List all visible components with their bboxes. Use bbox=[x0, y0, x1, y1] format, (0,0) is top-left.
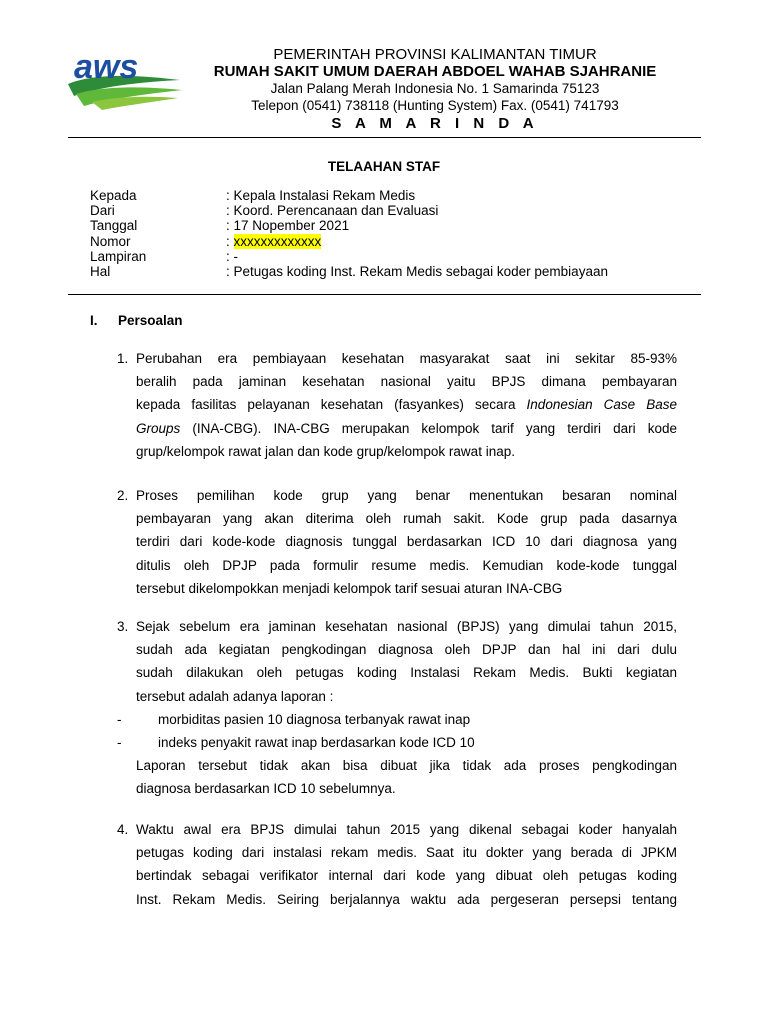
field-value: : 17 Nopember 2021 bbox=[226, 218, 350, 234]
letterhead-city: S A M A R I N D A bbox=[331, 115, 539, 132]
list-item-2 bbox=[117, 484, 677, 600]
text-line: bertindak sebagai verifikator internal dari kode yang dibuat oleh petugas koding bbox=[136, 868, 677, 884]
highlighted-number: xxxxxxxxxxxxx bbox=[233, 233, 322, 249]
field-value bbox=[226, 234, 321, 249]
item-number: 2. bbox=[117, 488, 129, 503]
hospital-logo bbox=[62, 44, 186, 110]
svg-text:aws: aws bbox=[74, 48, 139, 86]
field-label: Hal bbox=[90, 264, 111, 280]
field-kepada bbox=[90, 188, 608, 203]
italic-term: Groups bbox=[136, 420, 181, 436]
bullet-mark: - bbox=[117, 711, 122, 727]
text-run: kepada fasilitas pelayanan kesehatan (fasyankes) secara bbox=[136, 397, 527, 413]
letterhead-divider bbox=[68, 137, 701, 138]
bullet-item bbox=[117, 708, 677, 731]
field-value-prefix: : bbox=[226, 233, 234, 249]
item-text bbox=[136, 818, 677, 911]
letterhead bbox=[190, 46, 680, 132]
bullet-text: morbiditas pasien 10 diagnosa terbanyak rawat inap bbox=[158, 711, 471, 727]
field-label: Nomor bbox=[90, 233, 131, 249]
text-line: pembayaran yang akan diterima oleh rumah sakit. Kode grup pada dasarnya bbox=[136, 511, 677, 527]
text-run: (INA-CBG). INA-CBG merupakan kelompok tarif yang terdiri dari kode bbox=[180, 420, 677, 436]
bullet-text: indeks penyakit rawat inap berdasarkan kode ICD 10 bbox=[158, 735, 475, 751]
text-line: ditulis oleh DPJP pada formulir resume medis. Kemudian kode-kode tunggal bbox=[136, 557, 677, 573]
letterhead-address: Jalan Palang Merah Indonesia No. 1 Samarinda 75123 bbox=[270, 81, 600, 96]
letterhead-phone: Telepon (0541) 738118 (Hunting System) Fax. (0541) 741793 bbox=[251, 98, 619, 113]
document-title: TELAAHAN STAF bbox=[327, 159, 441, 174]
text-line: beralih pada jaminan kesehatan nasional yaitu BPJS dimana pembayaran bbox=[136, 374, 677, 390]
text-line: Waktu awal era BPJS dimulai tahun 2015 yang dikenal sebagai koder hanyalah bbox=[136, 822, 677, 837]
memo-header-fields bbox=[90, 188, 608, 279]
text-line: Sejak sebelum era jaminan kesehatan nasional (BPJS) yang dimulai tahun 2015, bbox=[136, 619, 677, 634]
item-text bbox=[117, 615, 677, 801]
field-lampiran bbox=[90, 249, 608, 264]
section-title: Persoalan bbox=[118, 313, 183, 328]
bullet-item bbox=[117, 731, 677, 754]
field-value: : Kepala Instalasi Rekam Medis bbox=[226, 188, 416, 203]
field-label: Tanggal bbox=[90, 218, 138, 234]
header-divider bbox=[68, 294, 701, 295]
field-label: Dari bbox=[90, 203, 115, 219]
field-value: : - bbox=[226, 248, 238, 264]
list-item-3 bbox=[117, 615, 677, 801]
text-line: Proses pemilihan kode grup yang benar menentukan besaran nominal bbox=[136, 488, 677, 503]
item-text bbox=[136, 484, 677, 600]
text-line: Perubahan era pembiayaan kesehatan masyarakat saat ini sekitar 85-93% bbox=[136, 351, 677, 366]
item-number: 1. bbox=[117, 351, 129, 366]
text-line: sudah dilakukan oleh petugas koding Instalasi Rekam Medis. Bukti kegiatan bbox=[136, 665, 677, 681]
field-value: : Petugas koding Inst. Rekam Medis sebagai koder pembiayaan bbox=[226, 264, 608, 280]
list-item-1 bbox=[117, 347, 677, 463]
text-line: Inst. Rekam Medis. Seiring berjalannya waktu ada pergeseran persepsi tentang bbox=[136, 891, 677, 907]
field-nomor bbox=[90, 234, 608, 249]
text-line bbox=[136, 417, 677, 440]
item-number: 4. bbox=[117, 822, 129, 837]
field-label: Lampiran bbox=[90, 248, 147, 264]
section-number: I. bbox=[90, 313, 98, 328]
letterhead-hospital-name: RUMAH SAKIT UMUM DAERAH ABDOEL WAHAB SJAHRANIE bbox=[213, 63, 657, 80]
item-number: 3. bbox=[117, 619, 129, 634]
text-line: petugas koding dari instalasi rekam medis. Saat itu dokter yang berada di JPKM bbox=[136, 845, 677, 861]
field-hal bbox=[90, 264, 608, 279]
text-line: terdiri dari kode-kode diagnosis tunggal berdasarkan ICD 10 dari diagnosa yang bbox=[136, 534, 677, 550]
section-heading bbox=[90, 313, 183, 328]
field-value: : Koord. Perencanaan dan Evaluasi bbox=[226, 203, 439, 219]
text-line: sudah ada kegiatan pengkodingan diagnosa oleh DPJP dan hal ini dari dulu bbox=[136, 642, 677, 658]
text-line: grup/kelompok rawat jalan dan kode grup/kelompok rawat inap. bbox=[136, 443, 515, 459]
text-line: Laporan tersebut tidak akan bisa dibuat jika tidak ada proses pengkodingan bbox=[136, 758, 677, 774]
text-line: tersebut adalah adanya laporan : bbox=[136, 688, 334, 704]
italic-term: Indonesian Case Base bbox=[526, 397, 677, 413]
field-dari bbox=[90, 203, 608, 218]
list-item-4 bbox=[117, 818, 677, 911]
field-tanggal bbox=[90, 218, 608, 233]
item-text bbox=[136, 347, 677, 463]
text-line bbox=[136, 393, 677, 416]
letterhead-line-1: PEMERINTAH PROVINSI KALIMANTAN TIMUR bbox=[273, 46, 597, 63]
text-line: diagnosa berdasarkan ICD 10 sebelumnya. bbox=[136, 781, 396, 797]
bullet-mark: - bbox=[117, 735, 122, 751]
field-label: Kepada bbox=[90, 188, 137, 203]
text-line: tersebut dikelompokkan menjadi kelompok tarif sesuai aturan INA-CBG bbox=[136, 580, 563, 596]
